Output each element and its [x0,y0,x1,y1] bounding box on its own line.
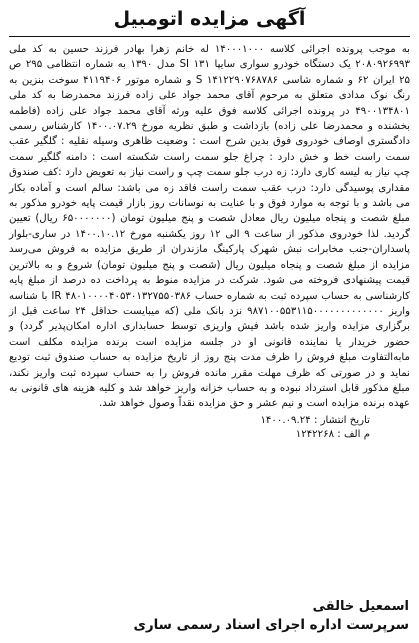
signatory-role: سرپرست اداره اجرای اسناد رسمی ساری [133,617,409,633]
reference-number: م الف : ۱۲۴۲۲۶۸ [295,428,370,440]
publish-date: تاریخ انتشار : ۱۴۰۰.۰۹.۲۴ [260,414,370,426]
notice-title: آگهی مزایده اتومبیل [113,8,306,30]
signatory-name: اسمعیل خالقی [312,599,409,614]
notice-meta [9,414,410,442]
title-divider [9,36,410,37]
notice-body: به موجب پرونده اجرائی کلاسه ۱۴۰۰۰۱۰۰۰ له خانم زهرا بهادر فرزند حسین به کد ملی ۲۰۸۰۹۲۶۹۹۳ یک دستگاه خودرو سواری سایپا ۱۳۱ SI مدل ۱۳۹۰ به شماره انتظامی ۲۹۵ ص ۲۵ ایران ۶۲ و شماره شاسی S ۱۴۱۲۲۹۰۷۶۸۷۸۶ و شماره موتور ۴۱۱۹۴۰۶ سوخت بنزین به رنگ نوک مدادی متعلق به مرحوم آقای محمد جواد علی زاده فرزند محمدرضا به کد ملی ۴۹۰۰۱۳۴۸۰۱ در پرونده اجرائی کلاسه فوق علیه ورثه آقای محمد جواد علی زاده (فاطمه بخشنده و محمدرضا علی زاده) بازداشت و طبق نظریه مورخ ۱۴۰۰.۰۷.۲۹ کارشناس رسمی دادگستری اوصاف خودروی فوق بدین شرح است : وضعیت ظاهری وسیله نقلیه : گلگیر عقب سمت راست خط و خش دارد : چراغ جلو سمت راست شکسته است : دامنه گلگیر سمت چپ نیاز به لیسه کاری دارد: زه درب جلو سمت چپ و راست نیاز به تعویض دارد :کف صندوق مقداری پوسیدگی دارد: درب عقب سمت راست فاقد زه می باشد: سالم است و آماده بکار می باشد و با توجه به موارد فوق و با عنایت به نوسانات روز بازار قیمت پایه خودرو مذکور به مبلغ شصت و پنجاه میلیون ریال معادل شصت و پنج میلیون تومان (۶۵۰۰۰۰۰۰۰ ریال) تعیین گردید. لذا خودروی مذکور از ساعت ۹ الی ۱۲ روز یکشنبه مورخ ۱۴۰۰.۱۰.۱۲ در ساری-بلوار پاسداران-جنب مخابرات نبش شهرک پارکینگ مازندران از طریق مزایده به فروش می‌رسد مزایده از مبلغ شصت و پنجاه میلیون ریال (شصت و پنج میلیون تومان) شروع و به بالاترین قیمت پیشنهادی فروخته می شود. شرکت در مزایده منوط به پرداخت ده درصد از مبلغ پایه کارشناسی به حساب سپرده ثبت به شماره حساب IR ۴۸۰۱۰۰۰۰۴۰۵۳۰۱۳۲۷۵۵۰۳۸۶ با شناسه واریز ۹۸۷۱۰۰۵۵۳۱۱۵۰۰۰۰۰۰۰۰۰۰۰۰۰ نزد بانک ملی (که میبایست حداقل ۲۴ ساعت قبل از برگزاری مزایده واریز شده باشد فیش واریزی توسط حسابداری اداره امکان‌پذیر گردد) و حضور خریدار یا نماینده قانونی او در جلسه مزایده است برنده مزایده مکلف است مابه‌التفاوت مبلغ فروش را ظرف مدت پنج روز از تاریخ مزایده به حساب صندوق ثبت تودیع نماید و در صورتی که ظرف مهلت مقرر مانده فروش را به حساب سپرده ثبت واریز نکند، مبلغ مذکور قابل استرداد نبوده و به حساب خزانه واریز خواهد شد و کلیه هزینه های قانونی به عهده برنده مزایده است و نیم عشر و حق مزایده نقداً وصول خواهد شد. [9,44,411,410]
signature-block [133,597,409,635]
